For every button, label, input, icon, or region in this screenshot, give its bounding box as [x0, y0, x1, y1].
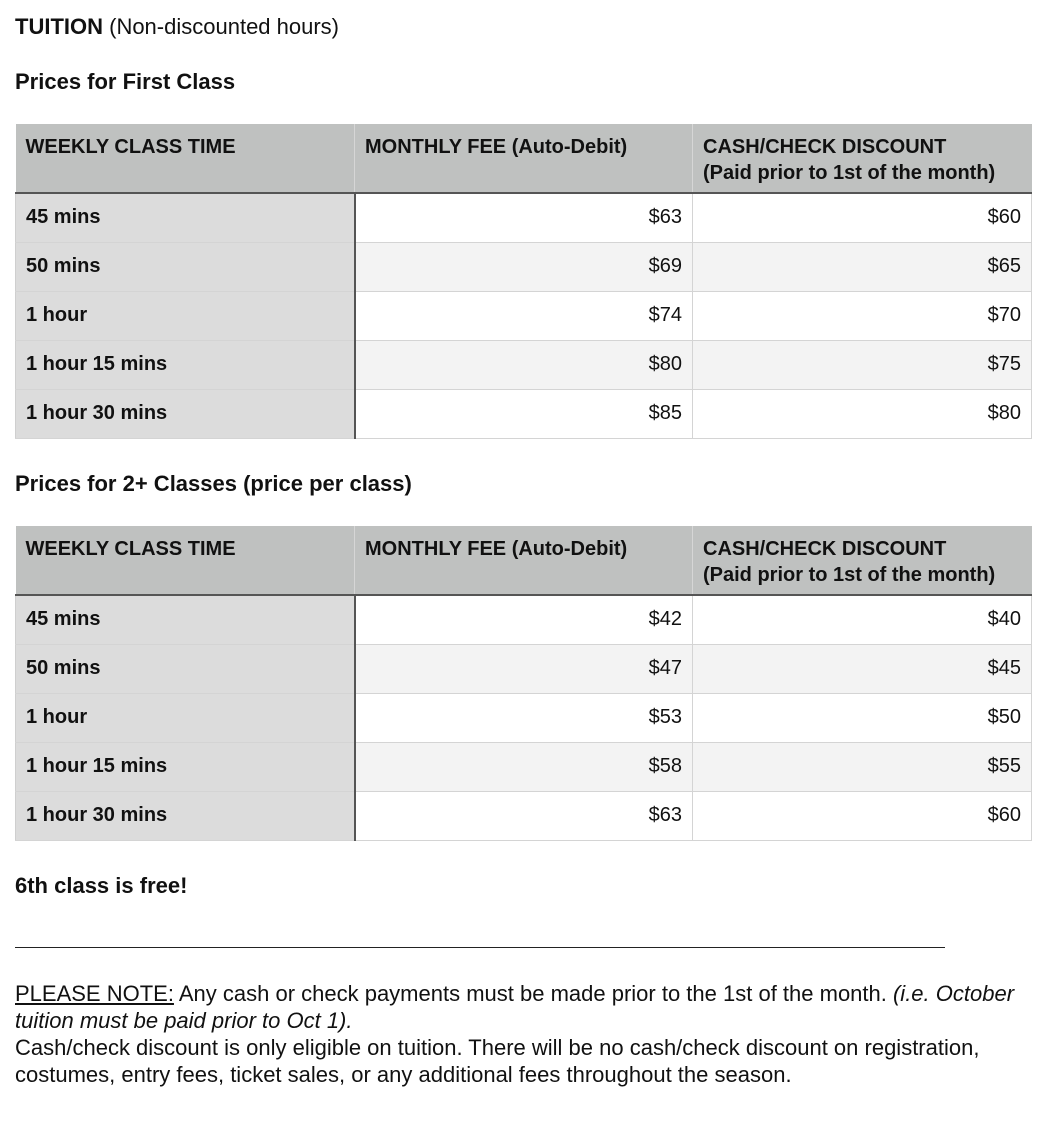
table-row	[16, 242, 1032, 291]
header-cash-line2: (Paid prior to 1st of the month)	[703, 564, 996, 586]
monthly-fee-cell: $85	[355, 389, 693, 438]
table-row	[16, 693, 1032, 742]
class-time-cell: 45 mins	[16, 595, 355, 644]
cash-discount-cell: $75	[693, 340, 1032, 389]
header-cash-line2: (Paid prior to 1st of the month)	[703, 162, 996, 184]
cash-discount-cell: $60	[693, 791, 1032, 840]
free-class-note: 6th class is free!	[15, 873, 188, 898]
divider-line	[15, 947, 945, 948]
header-cash-check-discount	[693, 526, 1032, 595]
class-time-cell: 50 mins	[16, 242, 355, 291]
table-row	[16, 340, 1032, 389]
monthly-fee-cell: $53	[355, 693, 693, 742]
class-time-cell: 1 hour 15 mins	[16, 742, 355, 791]
monthly-fee-cell: $58	[355, 742, 693, 791]
first-class-price-table	[15, 124, 1032, 439]
cash-discount-cell: $80	[693, 389, 1032, 438]
table-header-row	[16, 124, 1032, 193]
cash-discount-cell: $55	[693, 742, 1032, 791]
table-row	[16, 291, 1032, 340]
cash-discount-cell: $70	[693, 291, 1032, 340]
monthly-fee-cell: $80	[355, 340, 693, 389]
class-time-cell: 1 hour	[16, 291, 355, 340]
cash-discount-cell: $60	[693, 193, 1032, 242]
table-header-row	[16, 526, 1032, 595]
note-line2: Cash/check discount is only eligible on tuition. There will be no cash/check discount on registration, costumes, entry fees, ticket sales, or any additional fees throughout the season.	[15, 1035, 980, 1087]
table-row	[16, 644, 1032, 693]
note-label: PLEASE NOTE:	[15, 981, 174, 1006]
header-weekly-class-time: WEEKLY CLASS TIME	[16, 526, 355, 595]
class-time-cell: 1 hour 30 mins	[16, 389, 355, 438]
header-cash-line1: CASH/CHECK DISCOUNT	[703, 538, 947, 560]
note-text: Any cash or check payments must be made prior to the 1st of the month.	[173, 981, 893, 1006]
cash-discount-cell: $65	[693, 242, 1032, 291]
table-row	[16, 742, 1032, 791]
header-monthly-fee: MONTHLY FEE (Auto-Debit)	[355, 124, 693, 193]
monthly-fee-cell: $42	[355, 595, 693, 644]
multi-class-price-table	[15, 526, 1032, 841]
note-example: (i.e. October tuition must be paid prior to Oct 1).	[15, 981, 1015, 1033]
table-row	[16, 595, 1032, 644]
monthly-fee-cell: $47	[355, 644, 693, 693]
table-row	[16, 193, 1032, 242]
monthly-fee-cell: $63	[355, 791, 693, 840]
monthly-fee-cell: $69	[355, 242, 693, 291]
cash-discount-cell: $45	[693, 644, 1032, 693]
title-subtitle: (Non-discounted hours)	[103, 14, 340, 39]
header-cash-line1: CASH/CHECK DISCOUNT	[703, 136, 947, 158]
payment-note	[15, 980, 1035, 1088]
cash-discount-cell: $40	[693, 595, 1032, 644]
class-time-cell: 1 hour 30 mins	[16, 791, 355, 840]
header-weekly-class-time: WEEKLY CLASS TIME	[16, 124, 355, 193]
header-monthly-fee: MONTHLY FEE (Auto-Debit)	[355, 526, 693, 595]
class-time-cell: 1 hour 15 mins	[16, 340, 355, 389]
monthly-fee-cell: $74	[355, 291, 693, 340]
class-time-cell: 45 mins	[16, 193, 355, 242]
table-row	[16, 389, 1032, 438]
table-row	[16, 791, 1032, 840]
cash-discount-cell: $50	[693, 693, 1032, 742]
first-class-heading: Prices for First Class	[15, 69, 236, 94]
multi-class-heading: Prices for 2+ Classes (price per class)	[15, 471, 412, 496]
page-title	[15, 14, 339, 40]
title-bold: TUITION	[15, 14, 103, 39]
monthly-fee-cell: $63	[355, 193, 693, 242]
class-time-cell: 1 hour	[16, 693, 355, 742]
header-cash-check-discount	[693, 124, 1032, 193]
class-time-cell: 50 mins	[16, 644, 355, 693]
